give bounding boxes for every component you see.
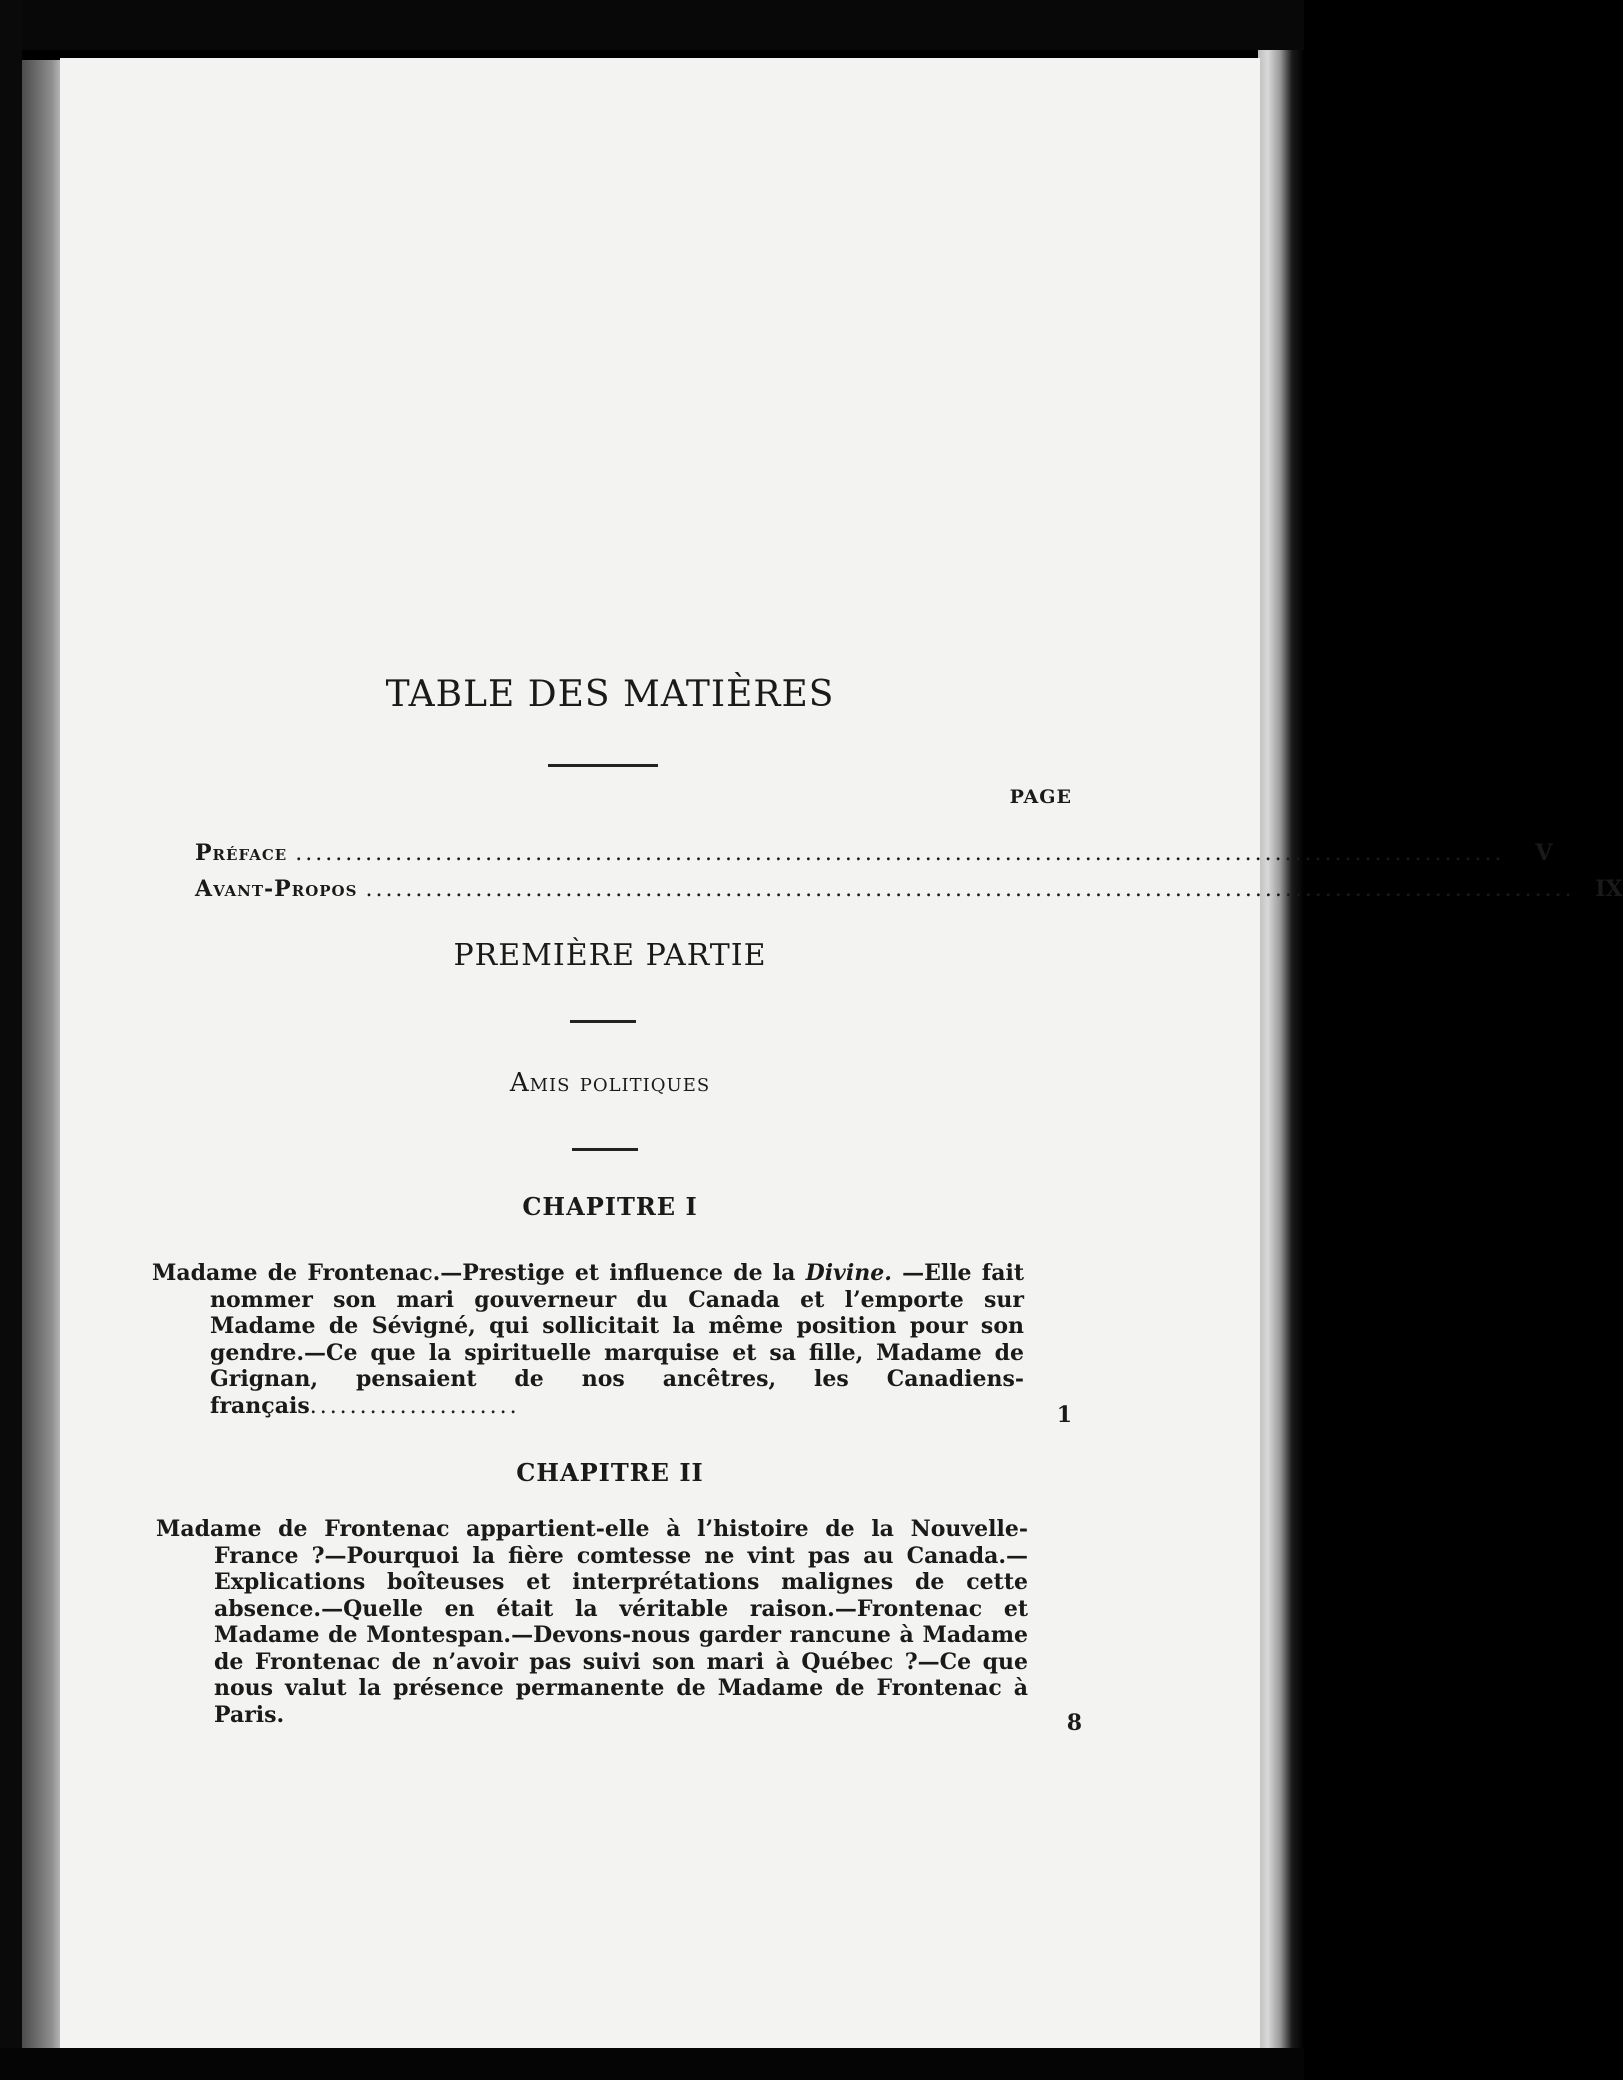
page-spine-shadow xyxy=(22,60,62,2050)
page-column-label: PAGE xyxy=(1009,786,1072,808)
toc-entry-label: Préface xyxy=(195,840,288,866)
toc-entry-avant-propos[interactable] xyxy=(195,876,1623,908)
chapter-summary-2[interactable] xyxy=(156,1516,1028,1728)
page-right-edge xyxy=(1258,50,1304,2050)
summary-italic-text: Divine. xyxy=(805,1260,892,1286)
chapter-heading-1: CHAPITRE I xyxy=(522,1192,698,1221)
chapter-heading-2: CHAPITRE II xyxy=(516,1458,704,1487)
chapter-page-1: 1 xyxy=(1056,1402,1072,1428)
book-page xyxy=(60,58,1623,2048)
scan-bottom-border xyxy=(0,2048,1304,2080)
part-title: PREMIÈRE PARTIE xyxy=(453,938,767,973)
leader-dots: ......................................................................................................................... xyxy=(365,877,1575,902)
summary-text: Madame de Frontenac.—Prestige et influence de la xyxy=(152,1260,806,1286)
scan-left-border xyxy=(0,0,22,2080)
leader-dots: ..................... xyxy=(309,1393,520,1419)
summary-text-continued: —Elle fait nommer son mari gouverneur du Canada et l’emporte sur Madame de Sévigné, qui sollicitait la même position pour son gendre.—Ce que la spirituelle marquise et sa fille, Madame de Grignan, pensaient de nos ancêtres, les Canadiens-français xyxy=(210,1260,1024,1419)
scan-top-border xyxy=(0,0,1304,50)
chapter-page-2: 8 xyxy=(1066,1710,1082,1736)
toc-entry-page: V xyxy=(1535,840,1553,866)
toc-entry-label: Avant-Propos xyxy=(195,876,358,902)
toc-entry-preface[interactable] xyxy=(195,840,1553,872)
title-rule xyxy=(548,764,658,767)
section-rule xyxy=(572,1148,638,1151)
leader-dots: ......................................................................................................................... xyxy=(295,841,1505,866)
page-title: TABLE DES MATIÈRES xyxy=(385,674,835,715)
section-title: Amis politiques xyxy=(509,1068,711,1098)
part-rule xyxy=(570,1020,636,1023)
summary-text: Madame de Frontenac appartient-elle à l’histoire de la Nouvelle-France ?—Pourquoi la fière comtesse ne vint pas au Canada.—Explications boîteuses et interprétations malignes de cette absence.—Quelle en était la véritable raison.—Frontenac et Madame de Montespan.—Devons-nous garder rancune à Madame de Frontenac de n’avoir pas suivi son mari à Québec ?—Ce que nous valut la présence permanente de Madame de Frontenac à Paris. xyxy=(156,1516,1028,1728)
chapter-summary-1[interactable] xyxy=(152,1260,1024,1420)
toc-entry-page: IX xyxy=(1595,876,1623,902)
